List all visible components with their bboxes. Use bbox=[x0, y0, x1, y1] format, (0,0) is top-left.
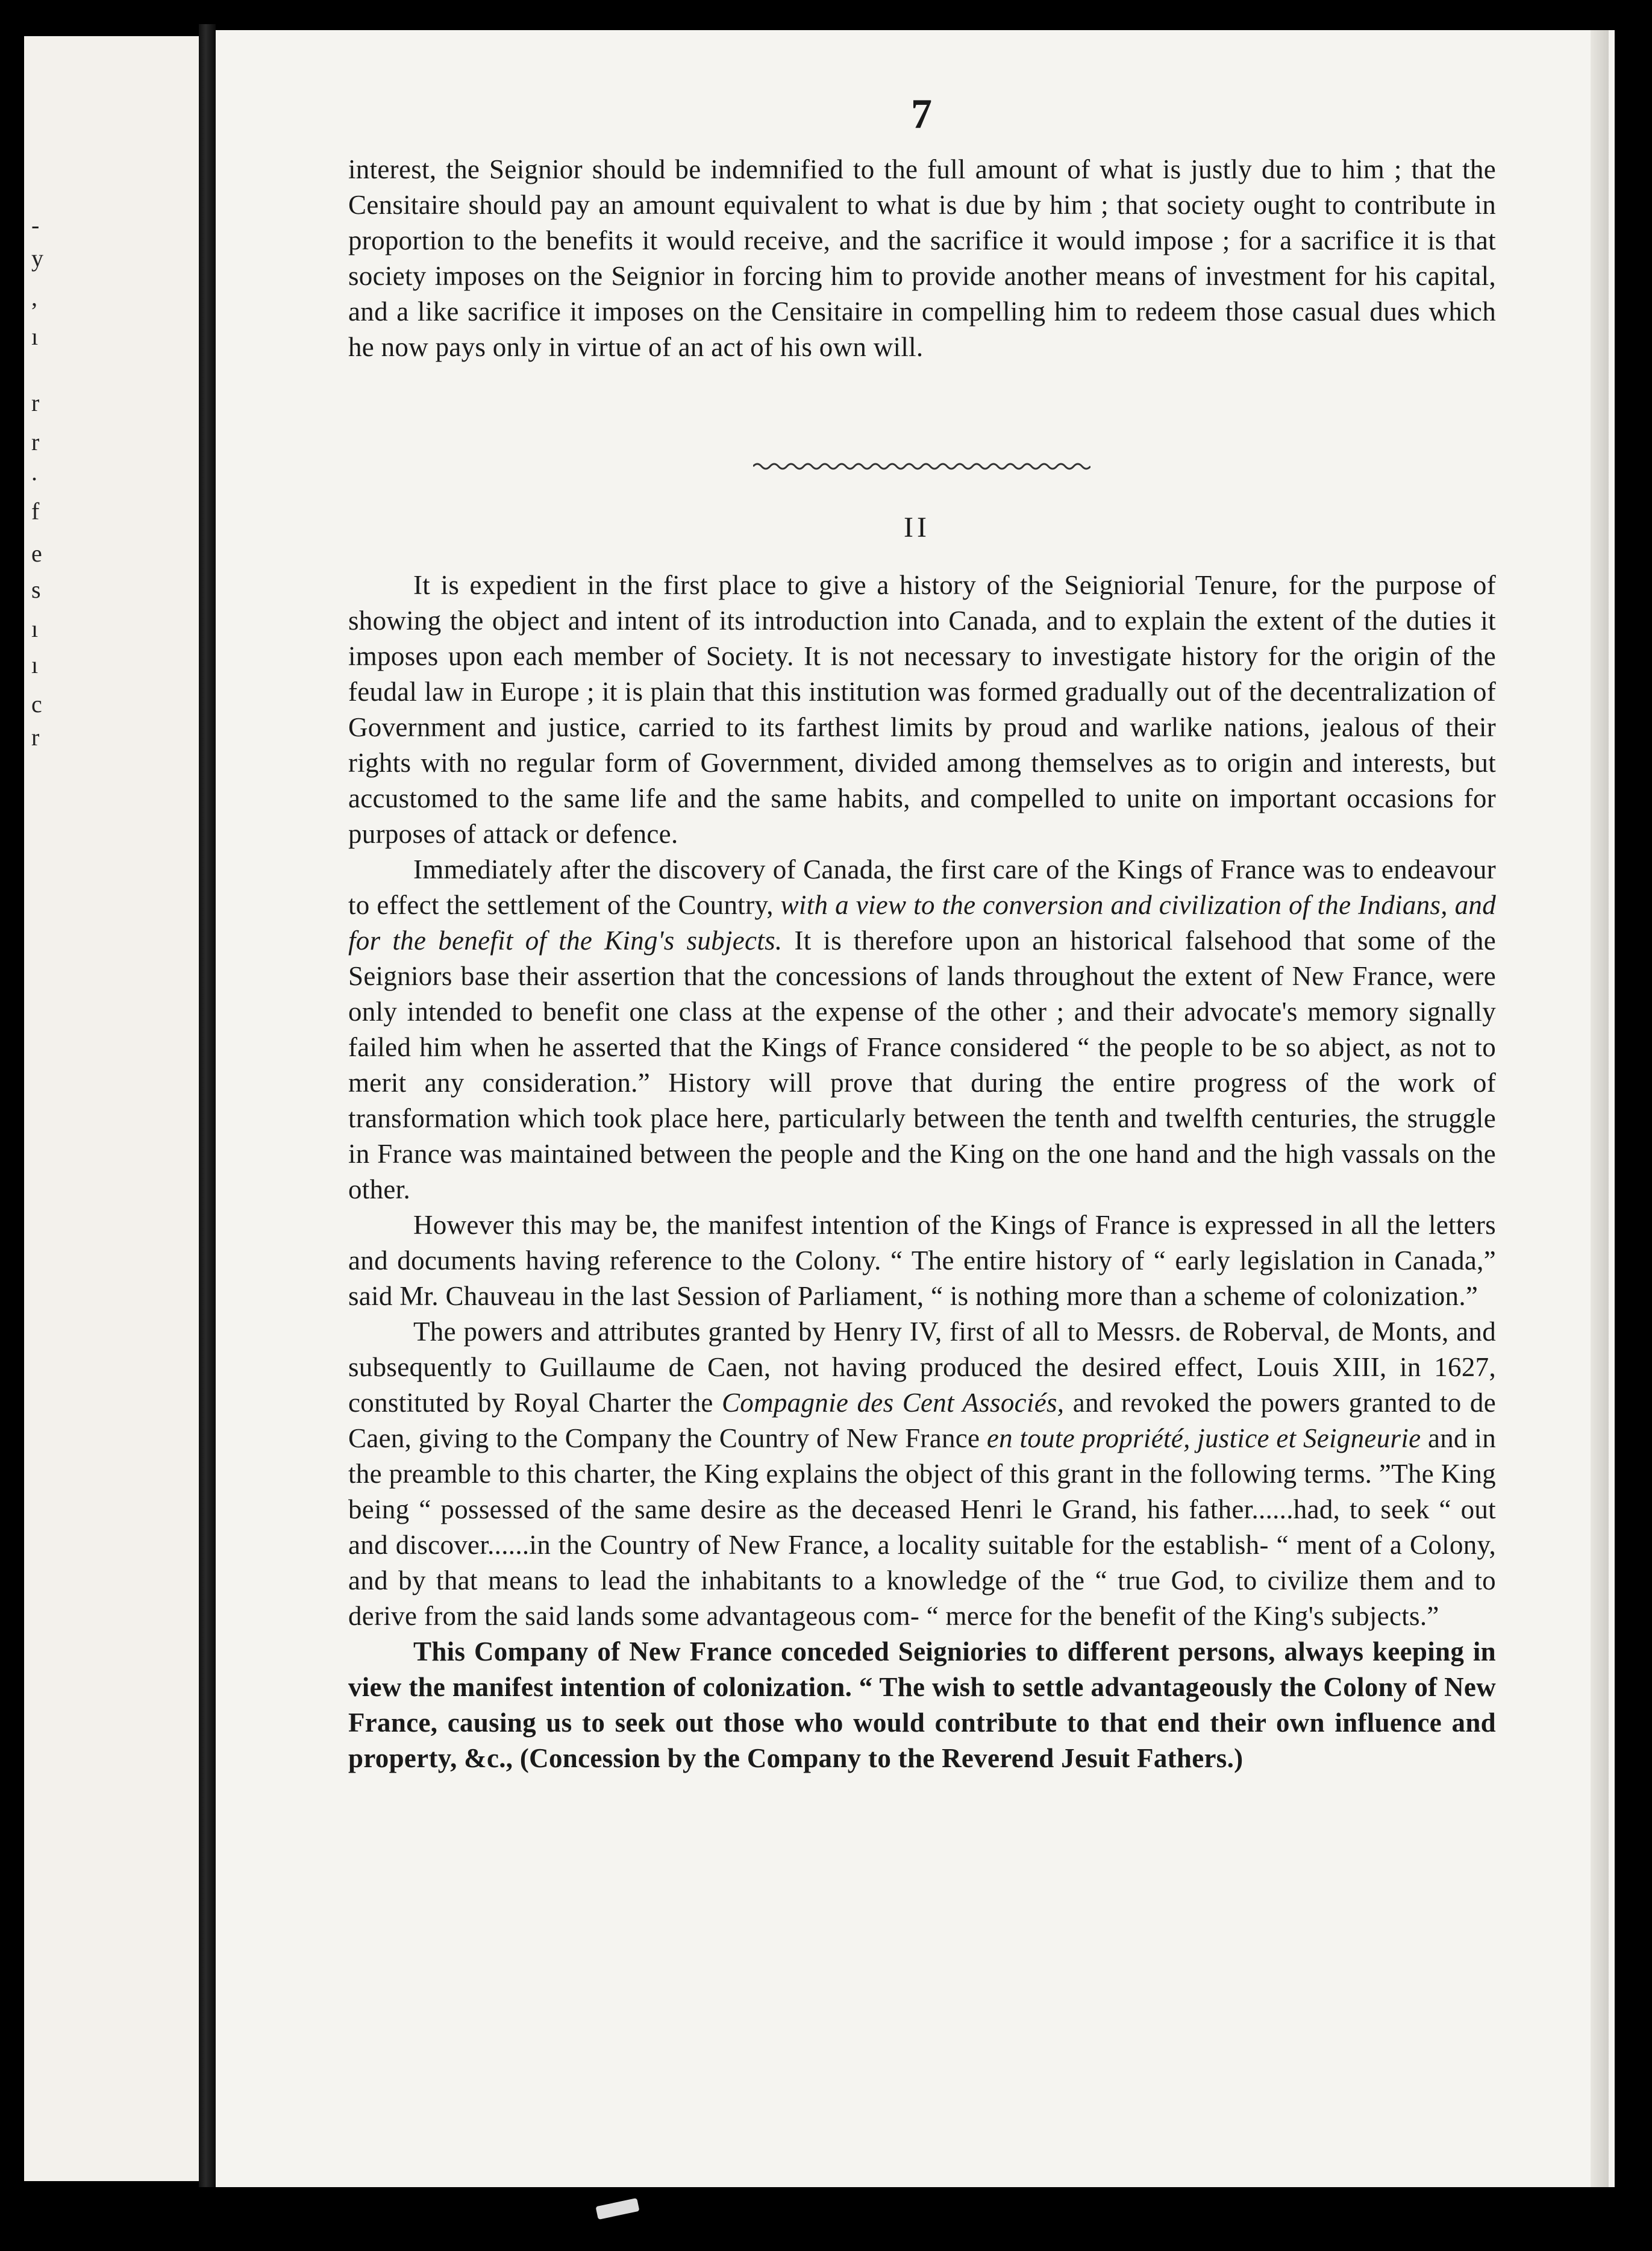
book-gutter bbox=[199, 24, 216, 2193]
prev-page-glyph: r bbox=[31, 724, 40, 751]
section-heading: II bbox=[904, 512, 930, 543]
continued-paragraph bbox=[348, 152, 1496, 365]
prev-page-glyph: r bbox=[31, 389, 40, 416]
paragraph-4-italic: Compagnie des Cent Associés, bbox=[721, 1388, 1065, 1418]
paragraph-2-italic: with a view to the conversion and civilization of the Indians, and for the benefit of the King's subjects. bbox=[348, 890, 1496, 956]
paragraph-4-text: The powers and attributes granted by Henry IV, first of all to Messrs. de Roberval, de Monts, and subsequently to Guillaume de Caen, not having produced the desired effect, Louis XIII, in 1627, constituted by Royal Charter the bbox=[348, 1316, 1496, 1418]
prev-page-glyph: r bbox=[31, 428, 40, 456]
prev-page-glyph: f bbox=[31, 498, 40, 525]
wavy-rule-ornament bbox=[753, 462, 1090, 471]
prev-page-glyph: y bbox=[31, 245, 43, 272]
prev-page-glyph: s bbox=[31, 576, 41, 603]
paragraph-2-text: It is therefore upon an historical falsehood that some of the Seigniors base their assertion that the concessions of lands throughout the extent of New France, were only intended to benefit one class at the expense of the other ; and their advocate's memory signally failed him when he asserted that the Kings of France considered “ the people to be so abject, as not to merit any consideration.” History will prove that during the entire progress of the work of transformation which took place here, particularly between the tenth and twelfth centuries, the struggle in France was maintained between the people and the King on the one hand and the high vassals on the other. bbox=[348, 925, 1496, 1204]
prev-page-glyph: ı bbox=[31, 323, 39, 350]
previous-page-sliver bbox=[24, 36, 199, 2181]
paragraph-3: However this may be, the manifest intention of the Kings of France is expressed in all the letters and documents having reference to the Colony. “ The entire history of “ early legislation in Canada,” said Mr. Chauveau in the last Session of Parliament, “ is nothing more than a scheme of colonization.” bbox=[348, 1210, 1496, 1311]
paragraph-4-italic: en toute propriété, justice et Seigneurie bbox=[986, 1423, 1421, 1453]
scan-border-right bbox=[1615, 0, 1652, 2251]
paragraph-4 bbox=[348, 1314, 1496, 1634]
scan-border-left bbox=[0, 0, 24, 2251]
paragraph-2 bbox=[348, 852, 1496, 1207]
prev-page-glyph: ı bbox=[31, 651, 39, 678]
paragraph-1: It is expedient in the first place to give a history of the Seigniorial Tenure, for the purpose of showing the object and intent of its introduction into Canada, and to explain the extent of the duties it imposes upon each member of Society. It is not necessary to investigate history for the origin of the feudal law in Europe ; it is plain that this institution was formed gradually out of the decentralization of Government and justice, carried to its farthest limits by proud and warlike nations, jealous of their rights with no regular form of Government, divided among themselves as to origin and interests, but accustomed to the same life and the same habits, and compelled to unite on important occasions for purposes of attack or defence. bbox=[348, 570, 1496, 849]
prev-page-glyph: ı bbox=[31, 615, 39, 642]
paragraph-2-text: Immediately after the discovery of Canada, the first care of the Kings of France was to endeavour to effect the settlement of the Country, bbox=[348, 854, 1496, 920]
prev-page-glyph: . bbox=[31, 459, 37, 486]
section-body bbox=[348, 568, 1496, 1776]
paragraph-4-text: and revoked the powers granted to de Caen, giving to the Company the Country of New France bbox=[348, 1388, 1496, 1453]
prev-page-glyph: , bbox=[31, 284, 37, 311]
prev-page-glyph: - bbox=[31, 211, 40, 239]
paragraph-4-text: and in the preamble to this charter, the King explains the object of this grant in the following terms. ”The King being “ possessed of the same desire as the deceased Henri le Grand, his father......had, to seek “ out and discover......in the Country of New France, a locality suitable for the establish- “ ment of a Colony, and by that means to lead the inhabitants to a knowledge of the “ true God, to civilize them and to derive from the said lands some advantageous com- “ merce for the benefit of the King's subjects.” bbox=[348, 1423, 1497, 1631]
scan-border-bottom bbox=[0, 2187, 1652, 2251]
page-number: 7 bbox=[911, 91, 932, 137]
page-edge bbox=[1591, 30, 1609, 2187]
top-paragraph: interest, the Seignior should be indemnified to the full amount of what is justly due to him ; that the Censitaire should pay an amount equivalent to what is due by him ; that society ought to contribute in proportion to the benefits it would receive, and the sacrifice it would impose ; for a sacrifice it is that society imposes on the Seignior in forcing him to provide another means of investment for his capital, and a like sacrifice it imposes on the Censitaire in compelling him to redeem those casual dues which he now pays only in virtue of an act of his own will. bbox=[348, 154, 1496, 362]
prev-page-glyph: e bbox=[31, 540, 42, 567]
prev-page-glyph: c bbox=[31, 690, 42, 718]
paragraph-5: This Company of New France conceded Seigniories to different persons, always keeping in view the manifest intention of colonization. “ The wish to settle advantageously the Colony of New France, causing us to seek out those who would contribute to that end their own influence and property, &c., (Concession by the Company to the Reverend Jesuit Fathers.) bbox=[348, 1636, 1496, 1773]
